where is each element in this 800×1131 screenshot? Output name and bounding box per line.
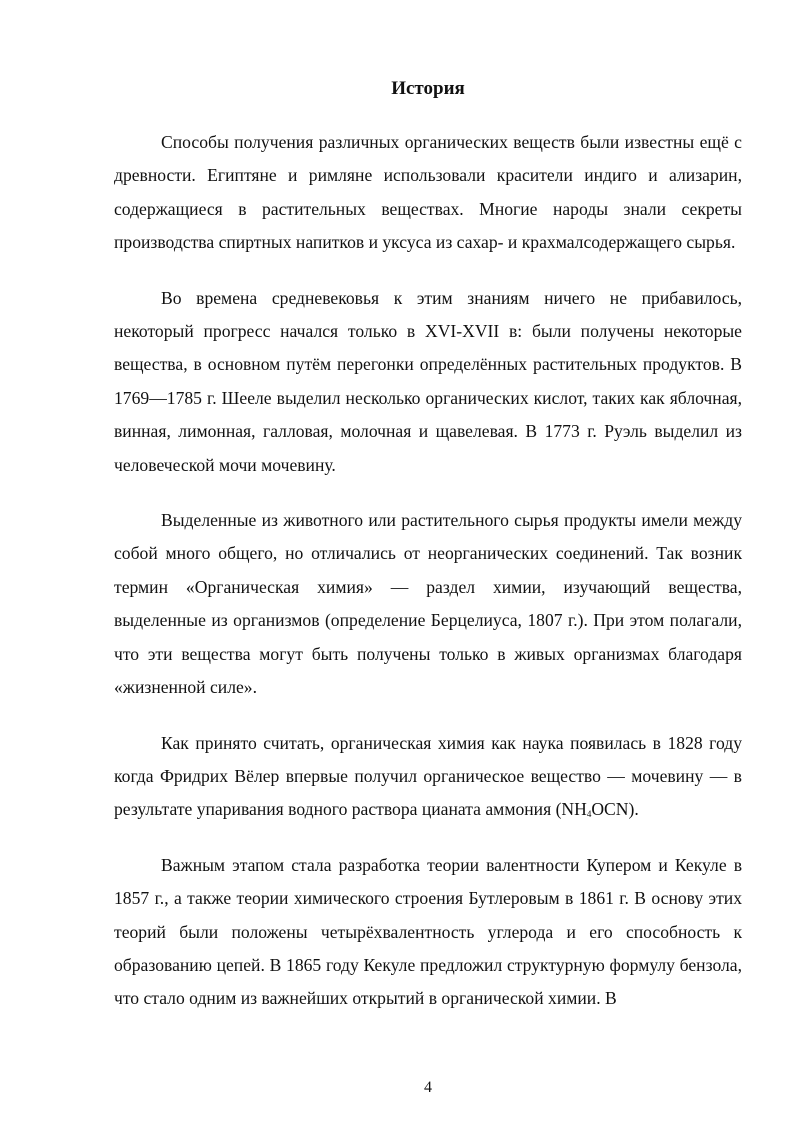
paragraph-4 — [114, 727, 742, 827]
paragraph-4-text: Как принято считать, органическая химия как наука появилась в 1828 году когда Фридрих Вёлер впервые получил органическое вещество — мочевину — в результате упаривания водного раствора цианата аммония (NH — [114, 732, 742, 820]
paragraph-5: Важным этапом стала разработка теории валентности Купером и Кекуле в 1857 г., а также теории химического строения Бутлеровым в 1861 г. В основу этих теорий были положены четырёхвалентность углерода и его способность к образованию цепей. В 1865 году Кекуле предложил структурную формулу бензола, что стало одним из важнейших открытий в органической химии. В — [114, 854, 742, 1009]
paragraph-1: Способы получения различных органических веществ были известны ещё с древности. Египтяне и римляне использовали красители индиго и ализарин, содержащиеся в растительных веществах. Многие народы знали секреты производства спиртных напитков и уксуса из сахар- и крахмалсодержащего сырья. — [114, 132, 742, 253]
document-body — [114, 126, 742, 1038]
paragraph-2: Во времена средневековья к этим знаниям ничего не прибавилось, некоторый прогресс начался только в XVI-XVII в: были получены некоторые вещества, в основном путём перегонки определённых растительных продуктов. В 1769—1785 г. Шееле выделил несколько органических кислот, таких как яблочная, винная, лимонная, галловая, молочная и щавелевая. В 1773 г. Руэль выделил из человеческой мочи мочевину. — [114, 287, 742, 475]
paragraph-3: Выделенные из животного или растительного сырья продукты имели между собой много общего, но отличались от неорганических соединений. Так возник термин «Органическая химия» — раздел химии, изучающий вещества, выделенные из организмов (определение Берцелиуса, 1807 г.). При этом полагали, что эти вещества могут быть получены только в живых организмах благодаря «жизненной силе». — [114, 510, 742, 698]
chemical-subscript: 4 — [586, 809, 592, 820]
page-title: История — [391, 78, 465, 99]
paragraph-4-text-end: OCN). — [591, 799, 639, 820]
page-number: 4 — [424, 1079, 432, 1096]
